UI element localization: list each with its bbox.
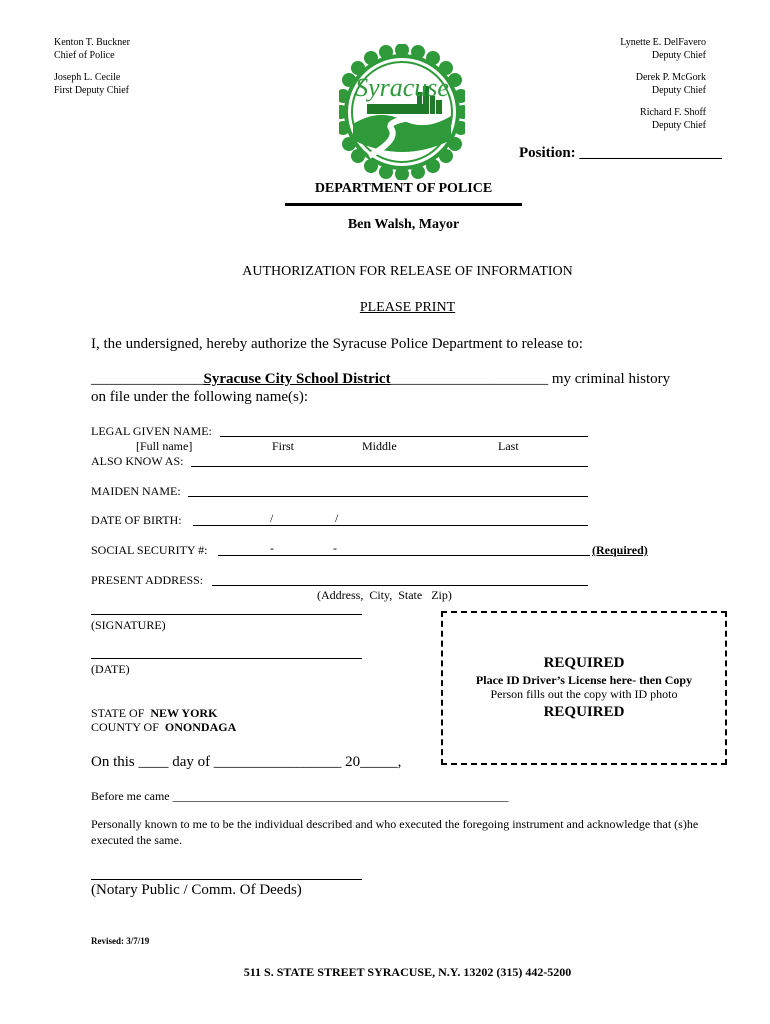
signature-label: (SIGNATURE) [91,618,166,632]
recipient-line [91,371,670,388]
recipient-name[interactable]: Syracuse City School District [203,371,391,387]
department-title: DEPARTMENT OF POLICE [314,181,493,196]
middle-hint: Middle [362,439,397,453]
first-deputy-title: First Deputy Chief [54,85,129,96]
deputy-title: Deputy Chief [651,50,706,61]
recipient-suffix: _____________________ my criminal history [390,371,671,387]
on-this-line[interactable]: On this ____ day of _________________ 20_____, [91,754,402,770]
address-label: PRESENT ADDRESS: [91,573,204,587]
recipient-prefix: _______________ [91,371,204,387]
deputy-title: Deputy Chief [651,120,706,131]
date-line[interactable] [91,658,362,659]
last-hint: Last [498,439,519,453]
deputy-block-2 [636,71,706,97]
chief-title: Chief of Police [54,50,115,61]
notary-line[interactable] [91,879,362,880]
first-deputy-name: Joseph L. Cecile [54,72,121,83]
please-print: PLEASE PRINT [359,300,456,315]
county-line [91,720,236,735]
personally-known-text: Personally known to me to be the individual described and who executed the foregoing instrument and acknowledge that (s)he executed the same. [91,817,699,847]
position-field[interactable]: Position: ___________________ [519,145,722,161]
dob-field[interactable] [193,525,588,526]
deputy-name: Lynette E. DelFavero [620,37,706,48]
ssn-label: SOCIAL SECURITY #: [91,543,208,557]
revised-date: Revised: 3/7/19 [91,936,150,946]
chief-block [54,36,130,62]
deputy-block-3 [640,106,706,132]
recipient-line2: on file under the following name(s): [91,389,309,405]
notary-label: (Notary Public / Comm. Of Deeds) [91,882,302,898]
ssn-sep-1: - [270,541,274,555]
mayor-name: Ben Walsh, Mayor [347,217,460,232]
legal-name-label: LEGAL GIVEN NAME: [91,424,212,438]
id-instruction: Place ID Driver’s License here- then Copy [475,673,693,687]
ssn-required: (Required) [592,543,648,557]
department-rule [285,203,522,206]
syracuse-seal-logo [339,44,465,180]
address-field[interactable] [212,585,588,586]
dob-label: DATE OF BIRTH: [91,513,182,527]
also-known-label: ALSO KNOW AS: [91,454,184,468]
maiden-field[interactable] [188,496,588,497]
first-deputy-block [54,71,129,97]
state-line [91,706,217,721]
intro-text: I, the undersigned, hereby authorize the Syracuse Police Department to release to: [91,336,583,352]
county-value: ONONDAGA [164,720,237,734]
dob-sep-2: / [335,511,339,525]
footer-address: 511 S. STATE STREET SYRACUSE, N.Y. 13202 (315) 442-5200 [243,965,572,979]
signature-line[interactable] [91,614,362,615]
deputy-title: Deputy Chief [651,85,706,96]
state-label: STATE OF [91,706,145,720]
state-value: NEW YORK [150,706,218,720]
legal-name-field[interactable] [220,436,588,437]
also-known-field[interactable] [191,466,588,467]
first-hint: First [272,439,295,453]
logo-text: Syracuse [355,73,449,102]
chief-name: Kenton T. Buckner [54,37,131,48]
before-me-line[interactable]: Before me came ________________________________________________________ [91,789,509,803]
maiden-label: MAIDEN NAME: [91,484,181,498]
deputy-block-1 [620,36,706,62]
county-label: COUNTY OF [91,720,159,734]
deputy-name: Derek P. McGork [635,72,706,83]
dob-sep-1: / [270,511,274,525]
deputy-name: Richard F. Shoff [640,107,706,118]
full-name-hint: [Full name] [136,439,193,453]
address-hint: (Address, City, State Zip) [317,588,452,602]
id-photo-box[interactable] [441,611,727,765]
form-title: AUTHORIZATION FOR RELEASE OF INFORMATION [242,264,573,279]
ssn-sep-2: - [333,541,337,555]
date-label: (DATE) [91,662,130,676]
id-required-bottom: REQUIRED [543,704,625,720]
id-required-top: REQUIRED [543,655,625,671]
id-subinstruction: Person fills out the copy with ID photo [490,687,678,701]
